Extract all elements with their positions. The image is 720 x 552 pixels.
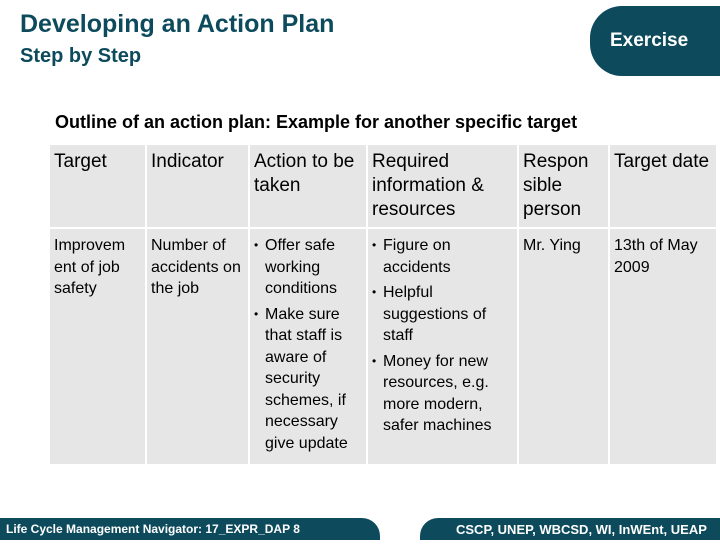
list-item: • Money for new resources, e.g. more modern, safer machines xyxy=(372,351,513,437)
header-target: Target xyxy=(50,145,146,228)
cell-person: Mr. Ying xyxy=(518,228,609,464)
list-item: • Offer safe working conditions xyxy=(254,235,362,300)
header-indicator: Indicator xyxy=(146,145,249,228)
resources-list xyxy=(372,235,513,437)
table-row xyxy=(50,228,716,464)
header-person: Respon sible person xyxy=(518,145,609,228)
cell-target: Improvem ent of job safety xyxy=(50,228,146,464)
table-header-row xyxy=(50,145,716,228)
page-subtitle: Step by Step xyxy=(20,45,142,67)
cell-actions xyxy=(249,228,367,464)
header-action: Action to be taken xyxy=(249,145,367,228)
footer-right-text: CSCP, UNEP, WBCSD, WI, InWEnt, UEAP ME xyxy=(456,522,707,552)
footer-left-text: Life Cycle Management Navigator: 17_EXPR_DAP 8 xyxy=(6,522,300,536)
actions-list xyxy=(254,235,362,454)
header-resources: Required information & resources xyxy=(367,145,518,228)
list-item: • Figure on accidents xyxy=(372,235,513,278)
list-item: • Helpful suggestions of staff xyxy=(372,282,513,347)
exercise-label: Exercise xyxy=(610,30,689,51)
header-date: Target date xyxy=(609,145,716,228)
page-title: Developing an Action Plan xyxy=(20,10,335,38)
outline-heading: Outline of an action plan: Example for another specific target xyxy=(55,112,578,132)
cell-resources xyxy=(367,228,518,464)
cell-date: 13th of May 2009 xyxy=(609,228,716,464)
cell-indicator: Number of accidents on the job xyxy=(146,228,249,464)
list-item: • Make sure that staff is aware of security schemes, if necessary give update xyxy=(254,304,362,455)
action-plan-table xyxy=(50,145,716,464)
